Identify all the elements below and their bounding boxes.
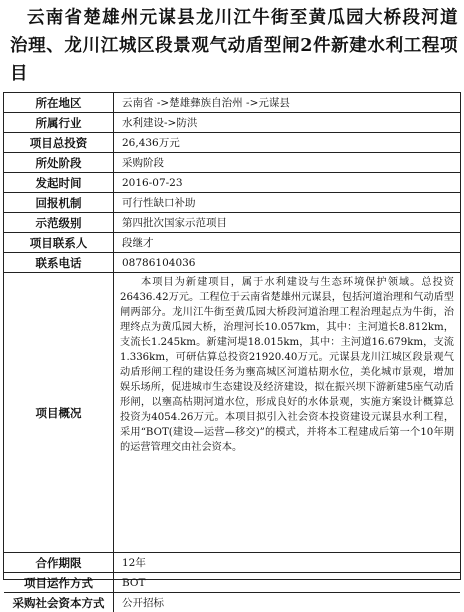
- contact-person-label: 项目联系人: [4, 233, 114, 253]
- launch-date-label: 发起时间: [4, 173, 114, 193]
- procurement-method-label: 采购社会资本方式: [4, 593, 114, 612]
- document-title: 云南省楚雄州元谋县龙川江牛街至黄瓜园大桥段河道治理、龙川江城区段景观气动盾型闸2件新建水利工程项目: [10, 8, 458, 84]
- procurement-method-value: 公开招标: [122, 597, 164, 609]
- cooperation-term-value: 12年: [114, 553, 460, 573]
- operation-mode-label: 项目运作方式: [4, 573, 114, 593]
- overview-label: 项目概况: [4, 273, 114, 553]
- cooperation-term-label: 合作期限: [4, 553, 114, 573]
- contact-phone-value: 08786104036: [114, 253, 460, 273]
- demo-level-label: 示范级别: [4, 213, 114, 233]
- industry-value: 水利建设->防洪: [114, 113, 460, 133]
- project-info-table: [3, 92, 461, 610]
- stage-label: 所处阶段: [4, 153, 114, 173]
- region-value: 云南省 ->楚雄彝族自治州 ->元谋县: [114, 93, 460, 113]
- total-investment-label: 项目总投资: [4, 133, 114, 153]
- overview-text: 本项目为新建项目，属于水利建设与生态环境保护领域。总投资26436.42万元。工程位于云南省楚雄州元谋县，包括河道治理和气动盾型闸两部分。龙川江牛街至黄瓜园大桥段河道治理工程治理起点为牛街，治理终点为黄瓜园大桥，治理河长10.057km，其中：主河道长8.812km，支流长1.245km。新建河堤18.015km，其中：主河道16.679km，支流1.336km，可研估算总投资21920.40万元。元谋县龙川江城区段景观气动盾形闸工程的建设任务为壅高城区河道枯期水位，美化城市景观，增加娱乐场所，促进城市生态建设及经济建设，拟在振兴坝下游新建5座气动盾形闸，以壅高枯期河道水位，形成良好的水体景观，实施方案设计概算总投资为4054.26万元。本项目拟引入社会资本投资建设元谋县水利工程，采用“BOT(建设—运营—移交)”的模式，并将本工程建成后第一个10年期的运营管理交由社会资本。: [120, 277, 454, 453]
- launch-date-value: 2016-07-23: [114, 173, 460, 193]
- contact-phone-label: 联系电话: [4, 253, 114, 273]
- contact-person-value: 段继才: [114, 233, 460, 253]
- return-mechanism-label: 回报机制: [4, 193, 114, 213]
- stage-value: 采购阶段: [114, 153, 460, 173]
- region-label: 所在地区: [4, 93, 114, 113]
- operation-mode-value: BOT: [114, 573, 460, 593]
- return-mechanism-value: 可行性缺口补助: [114, 193, 460, 213]
- industry-label: 所属行业: [4, 113, 114, 133]
- overview-cell: [114, 273, 460, 553]
- total-investment-value: 26,436万元: [114, 133, 460, 153]
- demo-level-value: 第四批次国家示范项目: [114, 213, 460, 233]
